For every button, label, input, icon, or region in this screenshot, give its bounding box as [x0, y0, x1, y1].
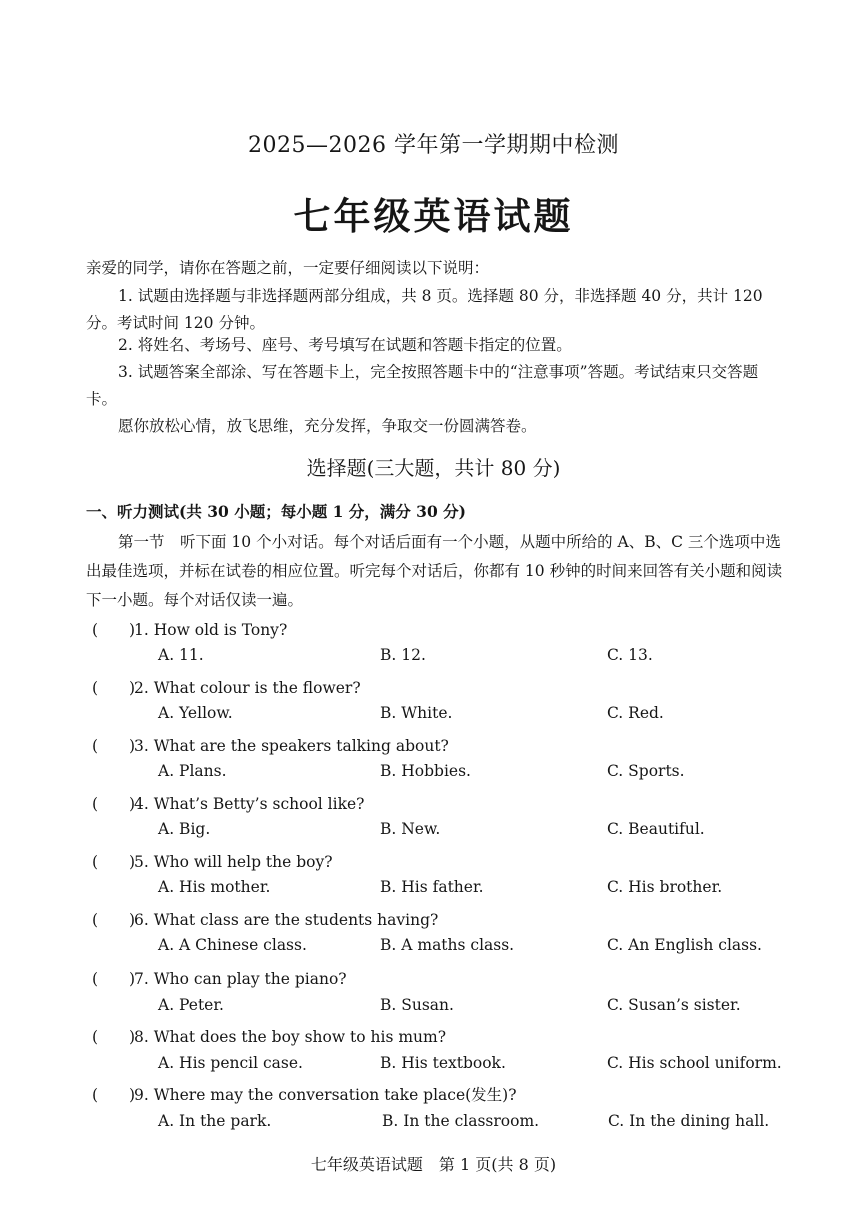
option-a: A. Peter.: [158, 996, 224, 1014]
answer-blank[interactable]: ( ): [92, 795, 136, 813]
question-text: 3. What are the speakers talking about?: [134, 737, 449, 755]
answer-blank[interactable]: ( ): [92, 1028, 136, 1046]
instructions-greeting: 亲爱的同学，请你在答题之前，一定要仔细阅读以下说明：: [86, 259, 490, 277]
option-b: B. His father.: [380, 878, 484, 896]
option-c: C. His school uniform.: [607, 1054, 782, 1072]
option-c: C. His brother.: [607, 878, 723, 896]
option-b: B. A maths class.: [380, 936, 515, 954]
option-b: B. 12.: [380, 646, 426, 664]
option-a: A. Yellow.: [158, 704, 233, 722]
instructions-closing: 愿你放松心情，放飞思维，充分发挥，争取交一份圆满答卷。: [118, 417, 537, 435]
question-3: [92, 734, 449, 756]
option-a: A. A Chinese class.: [158, 936, 307, 954]
instruction-item-1: 1. 试题由选择题与非选择题两部分组成，共 8 页。选择题 80 分，非选择题 40 分，共计 120 分。考试时间 120 分钟。: [86, 287, 763, 332]
question-6: [92, 908, 438, 930]
option-a: A. In the park.: [158, 1112, 272, 1130]
instruction-item-3: 3. 试题答案全部涂、写在答题卡上，完全按照答题卡中的“注意事项”答题。考试结束只交答题卡。: [86, 363, 759, 408]
answer-blank[interactable]: ( ): [92, 853, 136, 871]
option-c: C. Susan’s sister.: [607, 996, 741, 1014]
question-text: 4. What’s Betty’s school like?: [134, 795, 365, 813]
part-title: 一、听力测试(共 30 小题；每小题 1 分，满分 30 分): [86, 502, 466, 521]
exam-title: 七年级英语试题: [293, 194, 574, 238]
option-b: B. His textbook.: [380, 1054, 506, 1072]
answer-blank[interactable]: ( ): [92, 911, 136, 929]
question-text: 1. How old is Tony?: [134, 621, 288, 639]
option-c: C. Beautiful.: [607, 820, 705, 838]
answer-blank[interactable]: ( ): [92, 621, 136, 639]
question-text: 7. Who can play the piano?: [134, 970, 347, 988]
option-c: C. Red.: [607, 704, 664, 722]
option-c: C. In the dining hall.: [608, 1112, 770, 1130]
exam-term-heading: 2025—2026 学年第一学期期中检测: [248, 133, 619, 158]
option-a: A. His pencil case.: [158, 1054, 303, 1072]
answer-blank[interactable]: ( ): [92, 679, 136, 697]
option-a: A. His mother.: [158, 878, 271, 896]
option-a: A. Big.: [158, 820, 211, 838]
answer-blank[interactable]: ( ): [92, 970, 136, 988]
option-c: C. Sports.: [607, 762, 685, 780]
question-4: [92, 792, 364, 814]
option-c: C. An English class.: [607, 936, 762, 954]
option-a: A. 11.: [158, 646, 204, 664]
question-text: 5. Who will help the boy?: [134, 853, 333, 871]
question-5: [92, 850, 333, 872]
option-b: B. Susan.: [380, 996, 454, 1014]
option-b: B. In the classroom.: [382, 1112, 540, 1130]
question-1: [92, 618, 287, 640]
instruction-item-2: 2. 将姓名、考场号、座号、考号填写在试题和答题卡指定的位置。: [118, 336, 572, 354]
question-text: 6. What class are the students having?: [134, 911, 439, 929]
page-footer: 七年级英语试题 第 1 页(共 8 页): [310, 1155, 557, 1174]
question-9: [92, 1083, 517, 1105]
question-text: 2. What colour is the flower?: [134, 679, 361, 697]
answer-blank[interactable]: ( ): [92, 1086, 136, 1104]
option-a: A. Plans.: [158, 762, 227, 780]
option-b: B. New.: [380, 820, 441, 838]
question-8: [92, 1025, 446, 1047]
question-text: 9. Where may the conversation take place(发生)?: [134, 1086, 517, 1104]
answer-blank[interactable]: ( ): [92, 737, 136, 755]
question-7: [92, 967, 347, 989]
question-2: [92, 676, 361, 698]
part-intro: 第一节 听下面 10 个小对话。每个对话后面有一个小题，从题中所给的 A、B、C 三个选项中选出最佳选项，并标在试卷的相应位置。听完每个对话后，你都有 10 秒钟的时间来回答有关小题和阅读下一小题。每个对话仅读一遍。: [86, 533, 783, 609]
option-b: B. White.: [380, 704, 453, 722]
option-b: B. Hobbies.: [380, 762, 471, 780]
option-c: C. 13.: [607, 646, 653, 664]
section-title: 选择题(三大题，共计 80 分): [306, 456, 561, 480]
question-text: 8. What does the boy show to his mum?: [134, 1028, 447, 1046]
